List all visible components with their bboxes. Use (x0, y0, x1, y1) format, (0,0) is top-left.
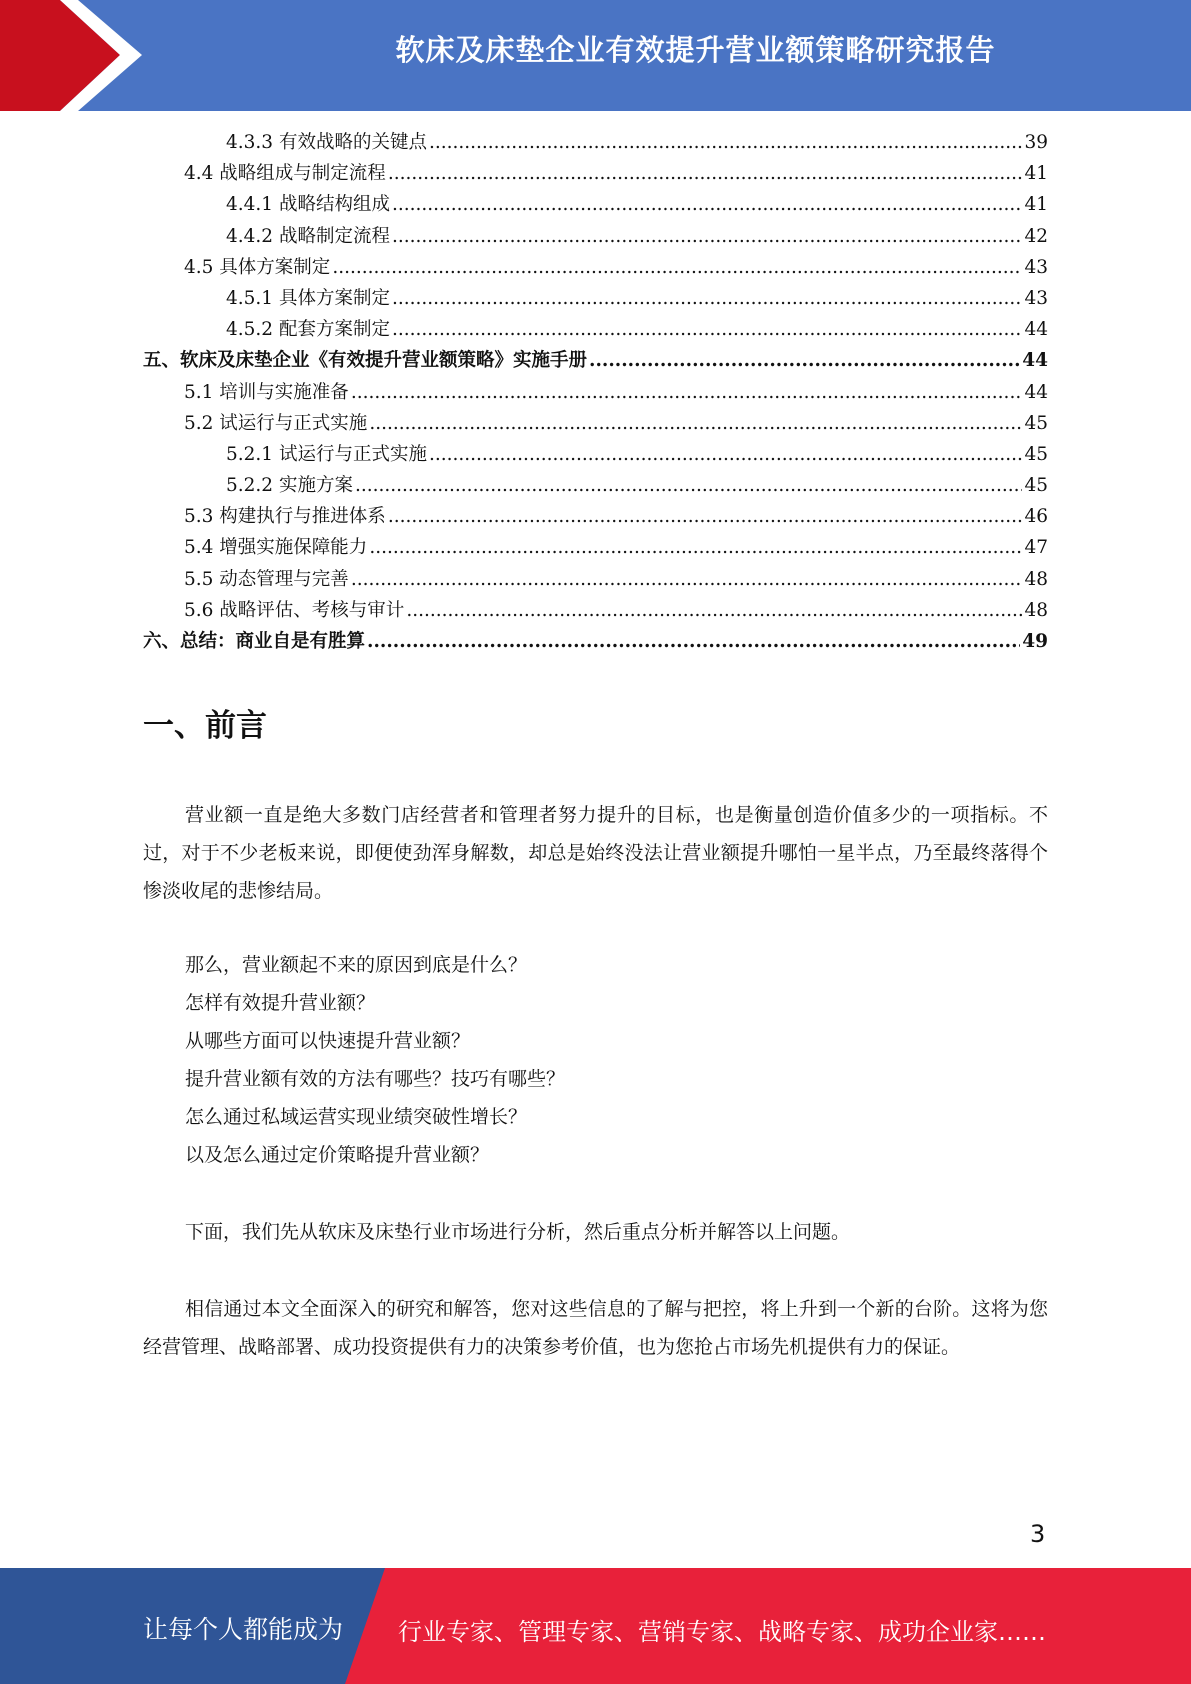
toc-entry-page: 45 (1024, 412, 1048, 434)
toc-entry-title: 5.1 培训与实施准备 (184, 381, 349, 403)
report-title: 软床及床垫企业有效提升营业额策略研究报告 (395, 33, 996, 67)
footer-slogan-left: 让每个人都能成为 (143, 1615, 344, 1644)
question-item: 怎样有效提升营业额？ (185, 992, 376, 1014)
toc-entry-title: 4.5.2 配套方案制定 (226, 319, 390, 341)
question-item: 那么，营业额起不来的原因到底是什么？ (185, 954, 528, 976)
toc-entry-page: 42 (1024, 225, 1048, 247)
toc-leader-dots (589, 350, 1020, 371)
toc-leader-dots (351, 569, 1023, 590)
toc-entry-title: 4.4.2 战略制定流程 (226, 225, 390, 247)
toc-entry-page: 44 (1024, 319, 1048, 341)
intro-paragraph: 营业额一直是绝大多数门店经营者和管理者努力提升的目标，也是衡量创造价值多少的一项指标。不过，对于不少老板来说，即便使劲浑身解数，却总是始终没法让营业额提升哪怕一星半点，乃至最终落得个惨淡收尾的悲惨结局。 (143, 804, 1048, 902)
toc-entry-title: 5.3 构建执行与推进体系 (184, 506, 386, 528)
toc-leader-dots (355, 475, 1023, 496)
toc-entry-title: 4.5 具体方案制定 (184, 256, 331, 278)
toc-leader-dots (392, 194, 1022, 215)
toc-leader-dots (392, 288, 1022, 309)
footer-banner (0, 1568, 1191, 1684)
question-item: 怎么通过私域运营实现业绩突破性增长？ (185, 1106, 528, 1128)
toc-entry[interactable] (143, 159, 1048, 190)
toc-entry-page: 43 (1024, 287, 1048, 309)
toc-leader-dots (388, 163, 1023, 184)
toc-entry[interactable] (143, 409, 1048, 440)
toc-entry[interactable] (143, 253, 1048, 284)
toc-entry[interactable] (143, 284, 1048, 315)
toc-entry-title: 五、软床及床垫企业《有效提升营业额策略》实施手册 (143, 350, 588, 372)
toc-entry[interactable] (143, 128, 1048, 159)
toc-entry-title: 六、总结：商业自是有胜算 (143, 631, 366, 652)
toc-leader-dots (367, 631, 1020, 652)
toc-entry-title: 5.2.1 试运行与正式实施 (226, 443, 427, 465)
question-list (185, 946, 565, 1174)
toc-entry-page: 39 (1024, 132, 1048, 153)
toc-entry-page: 48 (1024, 568, 1048, 590)
section-heading: 一、前言 (143, 708, 267, 744)
toc-entry-page: 44 (1022, 350, 1048, 372)
toc-entry-title: 5.5 动态管理与完善 (184, 568, 349, 590)
toc-entry[interactable] (143, 346, 1048, 377)
toc-entry[interactable] (143, 596, 1048, 627)
toc-entry-page: 45 (1024, 475, 1048, 497)
question-item: 以及怎么通过定价策略提升营业额？ (185, 1144, 490, 1166)
toc-leader-dots (369, 413, 1022, 434)
toc-leader-dots (429, 132, 1022, 153)
toc-entry-page: 44 (1024, 381, 1048, 403)
toc-leader-dots (406, 600, 1022, 621)
toc-leader-dots (392, 226, 1022, 247)
toc-entry-title: 4.4.1 战略结构组成 (226, 194, 390, 216)
toc-entry-title: 5.4 增强实施保障能力 (184, 537, 368, 559)
toc-leader-dots (392, 319, 1022, 340)
toc-leader-dots (429, 444, 1022, 465)
toc-entry[interactable] (143, 315, 1048, 346)
toc-entry-title: 5.6 战略评估、考核与审计 (184, 599, 405, 621)
toc-entry[interactable] (143, 190, 1048, 221)
toc-entry-page: 41 (1024, 194, 1048, 216)
toc-leader-dots (369, 537, 1022, 558)
toc-entry-page: 48 (1024, 599, 1048, 621)
toc-entry-page: 45 (1024, 443, 1048, 465)
toc-entry-page: 41 (1024, 163, 1048, 185)
header-arrow-logo (0, 0, 200, 111)
toc-leader-dots (332, 257, 1022, 278)
toc-entry[interactable] (143, 471, 1048, 502)
toc-entry[interactable] (143, 533, 1048, 564)
toc-entry-title: 5.2.2 实施方案 (226, 475, 353, 497)
transition-paragraph: 下面，我们先从软床及床垫行业市场进行分析，然后重点分析并解答以上问题。 (185, 1221, 851, 1243)
closing-paragraph: 相信通过本文全面深入的研究和解答，您对这些信息的了解与把控，将上升到一个新的台阶。这将为您经营管理、战略部署、成功投资提供有力的决策参考价值，也为您抢占市场先机提供有力的保证。 (143, 1298, 1048, 1358)
toc-entry-page: 49 (1022, 631, 1048, 652)
toc-entry[interactable] (143, 378, 1048, 409)
toc-entry[interactable] (143, 440, 1048, 471)
toc-leader-dots (351, 382, 1023, 403)
toc-entry[interactable] (143, 627, 1048, 658)
toc-entry-page: 46 (1024, 506, 1048, 528)
toc-entry-page: 43 (1024, 256, 1048, 278)
toc-entry[interactable] (143, 502, 1048, 533)
toc-entry-title: 4.5.1 具体方案制定 (226, 287, 390, 309)
toc-entry-page: 47 (1024, 537, 1048, 559)
footer-slogan-right: 行业专家、管理专家、营销专家、战略专家、成功企业家…… (398, 1618, 1046, 1646)
toc-entry-title: 4.3.3 有效战略的关键点 (226, 132, 427, 153)
toc-entry[interactable] (143, 565, 1048, 596)
question-item: 提升营业额有效的方法有哪些？技巧有哪些？ (185, 1068, 566, 1090)
page-number: 3 (1030, 1520, 1046, 1548)
header-banner (0, 0, 1191, 111)
table-of-contents (143, 128, 1048, 658)
toc-entry[interactable] (143, 222, 1048, 253)
toc-entry-title: 5.2 试运行与正式实施 (184, 412, 368, 434)
toc-entry-title: 4.4 战略组成与制定流程 (184, 163, 386, 185)
question-item: 从哪些方面可以快速提升营业额？ (185, 1030, 471, 1052)
toc-leader-dots (388, 506, 1023, 527)
